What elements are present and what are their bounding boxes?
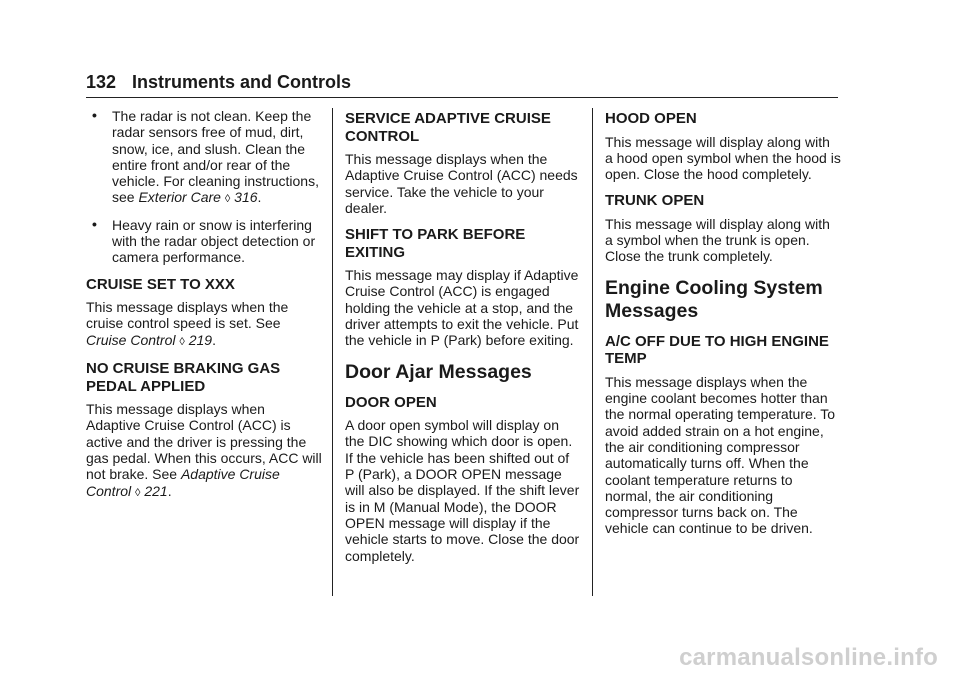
cross-reference-link[interactable]: Exterior Care bbox=[138, 189, 221, 206]
heading-shift-to-park: SHIFT TO PARK BEFORE EXITING bbox=[345, 226, 526, 261]
paragraph-shift-to-park: This message may display if Adaptive Cruise Control (ACC) is engaged holding the vehicle at a stop, and the driver attempts to exit the vehicle. Put the vehicle in P (Park) before exiting. bbox=[345, 267, 579, 349]
column-divider-2 bbox=[592, 108, 593, 596]
paragraph-service-acc: This message displays when the Adaptive Cruise Control (ACC) needs service. Take the vehicle to your dealer. bbox=[345, 151, 578, 216]
cross-reference-link[interactable]: Cruise Control bbox=[86, 331, 176, 348]
paragraph-door-open: A door open symbol will display on the DIC showing which door is open. If the vehicle has been shifted out of P (Park), a DOOR OPEN message will also be displayed. If the shift lever is in M (Manual Mode), the DOOR OPEN message will display if the vehicle starts to move. Close the door completely. bbox=[345, 417, 580, 564]
paragraph-no-cruise-braking bbox=[86, 401, 322, 501]
heading-cruise-set: CRUISE SET TO XXX bbox=[86, 275, 235, 293]
page-header bbox=[86, 71, 838, 98]
bullet-heavy-rain bbox=[86, 217, 322, 266]
page-number: 132 bbox=[86, 72, 117, 92]
paragraph-cruise-set bbox=[86, 299, 322, 350]
heading-door-open: DOOR OPEN bbox=[345, 393, 437, 411]
heading-service-acc: SERVICE ADAPTIVE CRUISE CONTROL bbox=[345, 110, 551, 145]
page-ref-icon: ◊ bbox=[179, 335, 185, 348]
paragraph-hood-open: This message will display along with a hood open symbol when the hood is open. Close the hood completely. bbox=[605, 133, 841, 183]
section-title: Instruments and Controls bbox=[132, 72, 352, 92]
cross-reference-link[interactable]: Adaptive Cruise Control bbox=[86, 466, 280, 499]
column-divider-1 bbox=[332, 108, 333, 596]
paragraph-text: This message displays when Adaptive Cruise Control (ACC) is active and the driver is pressing the gas pedal. When this occurs, ACC will not brake. See bbox=[86, 401, 322, 483]
section-heading-engine-cooling: Engine Cooling System Messages bbox=[605, 276, 823, 322]
bullet-text: Heavy rain or snow is interfering with the radar object detection or camera performance. bbox=[112, 216, 316, 266]
bullet-radar-not-clean bbox=[86, 108, 322, 208]
page-reference[interactable]: 219 bbox=[188, 331, 213, 348]
bullet-marker: • bbox=[92, 107, 97, 123]
heading-hood-open: HOOD OPEN bbox=[605, 110, 697, 127]
bullet-text: The radar is not clean. Keep the radar sensors free of mud, dirt, snow, ice, and slush. Clean the entire front and/or rear of the vehicle. For cleaning instructions, see bbox=[112, 108, 319, 206]
section-heading-door-ajar: Door Ajar Messages bbox=[345, 360, 532, 383]
column-1 bbox=[86, 108, 322, 509]
paragraph-text: This message displays when the cruise control speed is set. See bbox=[86, 299, 289, 332]
heading-ac-off: A/C OFF DUE TO HIGH ENGINE TEMP bbox=[605, 332, 829, 368]
paragraph-trunk-open: This message will display along with a symbol when the trunk is open. Close the trunk completely. bbox=[605, 215, 830, 265]
page-reference[interactable]: 221 bbox=[144, 482, 168, 499]
watermark: carmanualsonline.info bbox=[679, 644, 938, 671]
page-reference[interactable]: 316 bbox=[234, 189, 258, 206]
sentence-end: . bbox=[257, 189, 262, 206]
column-2 bbox=[345, 108, 581, 572]
paragraph-ac-off: This message displays when the engine coolant becomes hotter than the normal operating temperature. To avoid added strain on a hot engine, the air conditioning compressor automatically turns off. When the coolant temperature returns to normal, the air conditioning compressor turns back on. The vehicle can continue to be driven. bbox=[605, 373, 836, 537]
column-3 bbox=[605, 108, 841, 545]
heading-trunk-open: TRUNK OPEN bbox=[605, 192, 705, 210]
page-ref-icon: ◊ bbox=[135, 486, 141, 499]
page-ref-icon: ◊ bbox=[224, 193, 231, 206]
sentence-end: . bbox=[212, 331, 216, 348]
heading-no-cruise-braking: NO CRUISE BRAKING GAS PEDAL APPLIED bbox=[86, 360, 281, 395]
bullet-marker: • bbox=[92, 215, 97, 232]
sentence-end: . bbox=[167, 482, 172, 499]
